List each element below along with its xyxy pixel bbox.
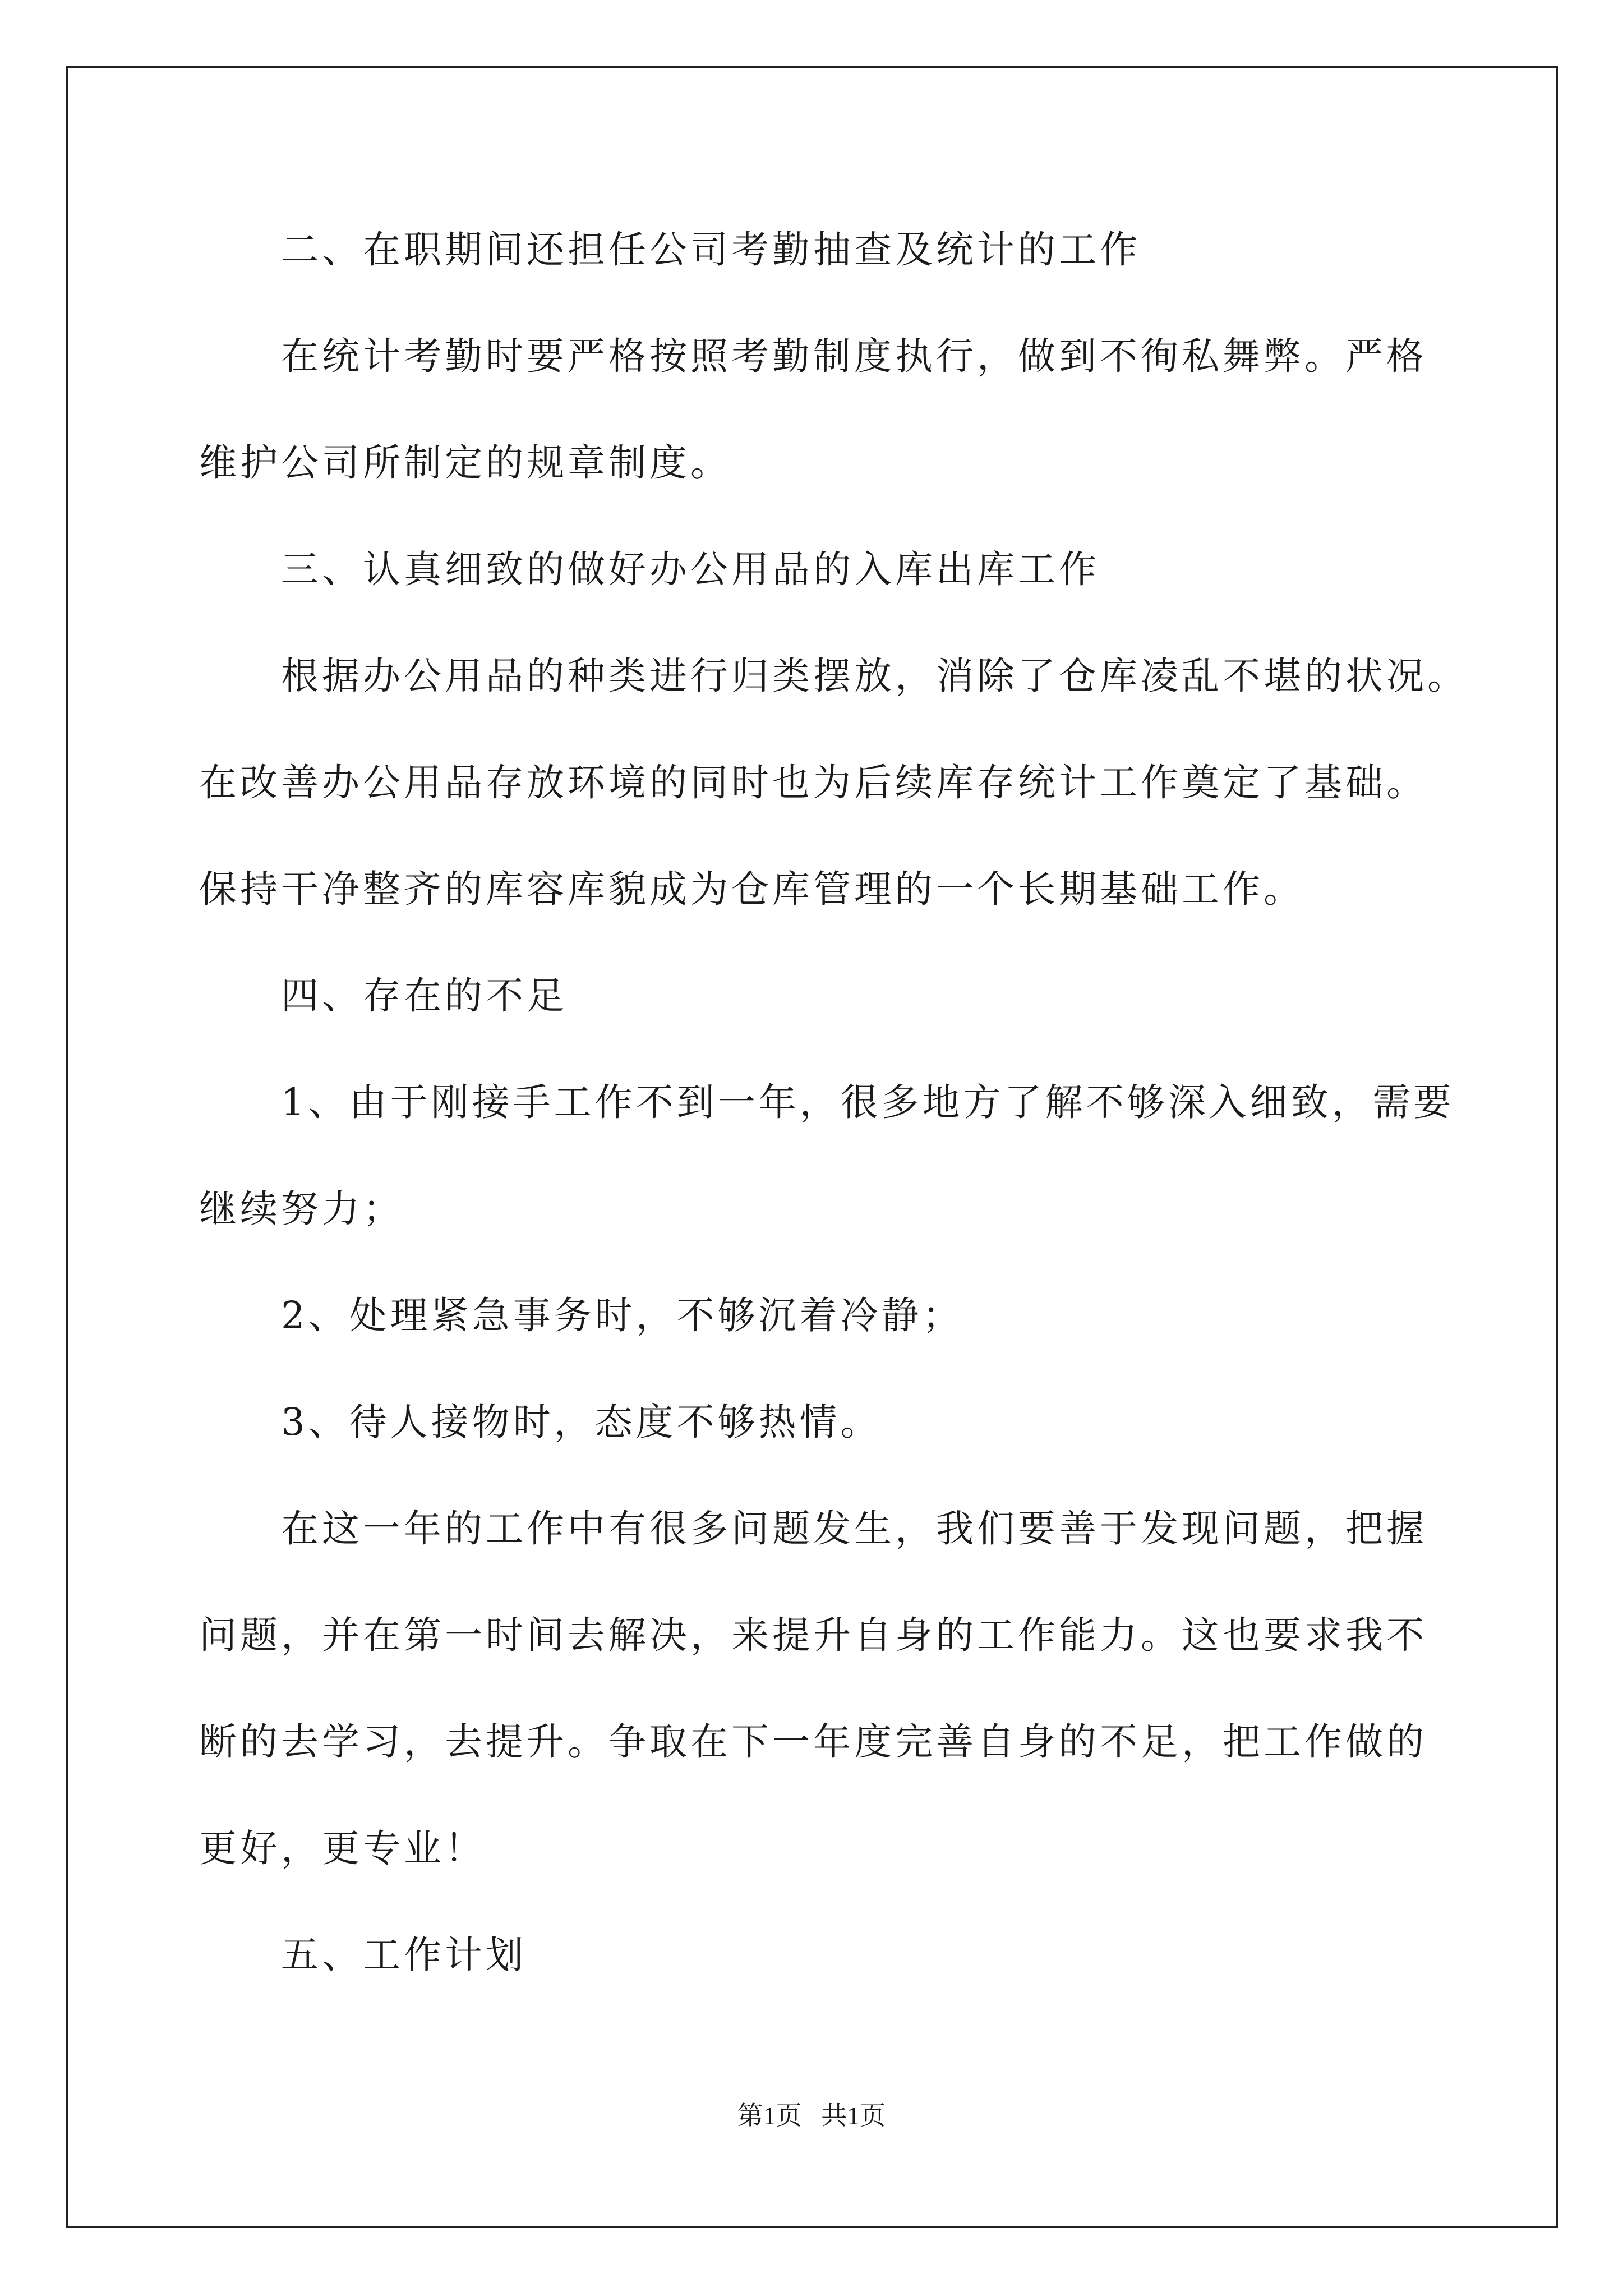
section-heading-4: 四、存在的不足 <box>281 974 568 1018</box>
list-item: 1、由于刚接手工作不到一年，很多地方了解不够深入细致，需要 <box>281 1080 1455 1124</box>
paragraph-line: 在改善办公用品存放环境的同时也为后续库存统计工作奠定了基础。 <box>199 761 1427 804</box>
paragraph-line: 保持干净整齐的库容库貌成为仓库管理的一个长期基础工作。 <box>199 867 1304 911</box>
section-heading-2: 二、在职期间还担任公司考勤抽查及统计的工作 <box>281 228 1141 272</box>
page-footer: 第1页 共1页 <box>737 2101 886 2130</box>
list-item: 2、处理紧急事务时，不够沉着冷静； <box>281 1294 963 1337</box>
section-heading-5: 五、工作计划 <box>281 1933 527 1977</box>
paragraph-line: 在统计考勤时要严格按照考勤制度执行，做到不徇私舞弊。严格 <box>281 334 1427 378</box>
paragraph-line: 维护公司所制定的规章制度。 <box>199 441 731 485</box>
paragraph-line: 问题，并在第一时间去解决，来提升自身的工作能力。这也要求我不 <box>199 1613 1427 1657</box>
page-border <box>66 66 1558 2228</box>
paragraph-line: 更好，更专业！ <box>199 1826 486 1870</box>
list-item: 3、待人接物时，态度不够热情。 <box>281 1400 882 1444</box>
section-heading-3: 三、认真细致的做好办公用品的入库出库工作 <box>281 547 1100 591</box>
paragraph-line: 在这一年的工作中有很多问题发生，我们要善于发现问题，把握 <box>281 1507 1427 1550</box>
paragraph-line: 根据办公用品的种类进行归类摆放，消除了仓库凌乱不堪的状况。 <box>281 654 1468 698</box>
list-item-continuation: 继续努力； <box>199 1187 404 1231</box>
paragraph-line: 断的去学习，去提升。争取在下一年度完善自身的不足，把工作做的 <box>199 1720 1427 1764</box>
